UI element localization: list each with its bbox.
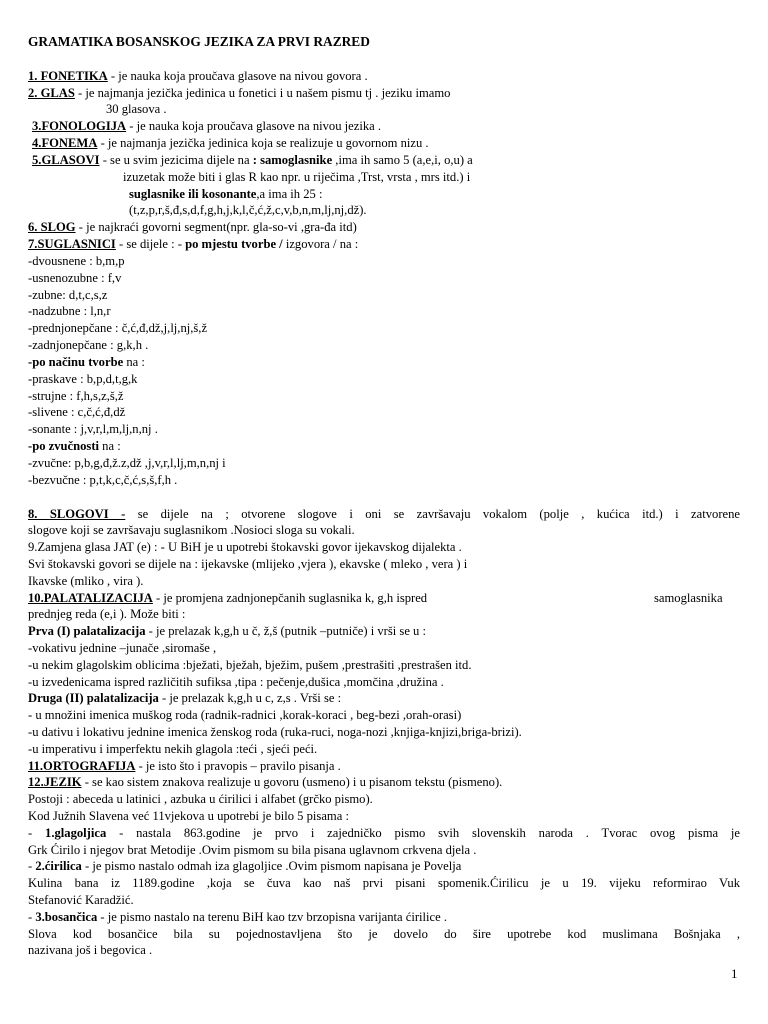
- glas-continuation: 30 glasova .: [106, 102, 167, 116]
- samoglasnici-term: : samoglasnike: [252, 153, 333, 167]
- cirilica-term: 2.ćirilica: [35, 859, 82, 873]
- prva-palatalizacija-term: Prva (I) palatalizacija: [28, 624, 146, 638]
- bosancica-prefix: -: [28, 910, 36, 924]
- prva-palatalizacija-line: [28, 623, 426, 639]
- list-item: - u množini imenica muškog roda (radnik-radnici ,korak-koraci , beg-bezi ,orah-orasi): [28, 708, 462, 722]
- list-item: -vokativu jednine –junače ,siromaše ,: [28, 641, 217, 655]
- fonetika-term: 1. FONETIKA: [28, 69, 108, 83]
- list-item: -zubne: d,t,c,s,z: [28, 288, 108, 302]
- glagoljica-definition: - nastala 863.godine je prvo i zajedničko pismo svih slovenskih naroda . Tvorac ovog pisma je: [106, 826, 740, 840]
- jezik-line-2: Postoji : abeceda u latinici , azbuka u ćirilici i alfabet (grčko pismo).: [28, 792, 373, 806]
- list-item: -bezvučne : p,t,k,c,č,ć,s,š,f,h .: [28, 473, 178, 487]
- list-item: -u dativu i lokativu jednine imenica ženskog roda (ruka-ruci, noga-nozi ,knjiga-knjizi,briga-brizi).: [28, 725, 522, 739]
- bosancica-line: [28, 909, 447, 925]
- glagoljica-term: 1.glagoljica: [45, 826, 107, 840]
- list-item: -slivene : c,č,ć,đ,dž: [28, 405, 126, 419]
- cirilica-line-3: Stefanović Karadžić.: [28, 893, 134, 907]
- document-title: GRAMATIKA BOSANSKOG JEZIKA ZA PRVI RAZRED: [28, 34, 370, 49]
- prva-palatalizacija-definition: - je prelazak k,g,h u č, ž,š (putnik –putniče) i vrši se u :: [145, 624, 426, 638]
- fonema-term: 4.FONEMA: [32, 136, 98, 150]
- glasovi-line: [32, 152, 473, 168]
- list-item: -strujne : f,h,s,z,š,ž: [28, 389, 124, 403]
- glasovi-term: 5.GLASOVI: [32, 153, 100, 167]
- list-item: -u izvedenicama ispred različitih sufiksa ,tipa : pečenje,dušica ,momčina ,družina .: [28, 675, 444, 689]
- palatalizacija-right: samoglasnika: [654, 591, 723, 605]
- slog-term: 6. SLOG: [28, 220, 76, 234]
- list-item: -u imperativu i imperfektu nekih glagola :teći , sjeći peći.: [28, 742, 318, 756]
- glasovi-text-c: ,a ima ih 25 :: [256, 187, 323, 201]
- palatalizacija-line-2: prednjeg reda (e,i ). Može biti :: [28, 607, 186, 621]
- cirilica-definition: - je pismo nastalo odmah iza glagoljice .Ovim pismom napisana je Povelja: [81, 859, 462, 873]
- list-item: -zvučne: p,b,g,đ,ž.z,dž ,j,v,r,l,lj,m,n,nj i: [28, 456, 226, 470]
- list-item: -nadzubne : l,n,r: [28, 304, 111, 318]
- fonetika-line: [28, 68, 368, 84]
- ortografija-term: 11.ORTOGRAFIJA: [28, 759, 136, 773]
- zvucnost-term: -po zvučnosti: [28, 439, 100, 453]
- suglasnici-term: suglasnike ili kosonante: [129, 187, 257, 201]
- bosancica-line-2: Slova kod bosančice bila su pojednostavljena što je dovelo do šire upotrebe kod muslimana Bošnjaka ,: [28, 927, 740, 941]
- glas-line: [28, 85, 450, 101]
- suglasnici-heading: 7.SUGLASNICI: [28, 237, 116, 251]
- fonema-line: [32, 135, 429, 151]
- glagoljica-line-2: Grk Ćirilo i njegov brat Metodije .Ovim pismom su bila pisana uglavnom crkvena djela .: [28, 843, 477, 857]
- slogovi-text: se dijele na ; otvorene slogove i oni se završavaju vokalom (polje , kućica itd.) i zatvorene: [125, 507, 740, 521]
- nacin-tvorbe-term: -po načinu tvorbe: [28, 355, 124, 369]
- list-item: -dvousnene : b,m,p: [28, 254, 125, 268]
- slog-definition: - je najkraći govorni segment(npr. gla-so-vi ,gra-đa itd): [75, 220, 357, 234]
- list-item: -sonante : j,v,r,l,m,lj,n,nj .: [28, 422, 158, 436]
- jat-line: Ikavske (mliko , vira ).: [28, 574, 144, 588]
- ortografija-line: [28, 758, 341, 774]
- bosancica-term: 3.bosančica: [35, 910, 98, 924]
- glas-definition: - je najmanja jezička jedinica u fonetici i u našem pismu tj . jeziku imamo: [74, 86, 451, 100]
- fonetika-definition: - je nauka koja proučava glasove na nivou govora .: [107, 69, 368, 83]
- glagoljica-prefix: -: [28, 826, 46, 840]
- nacin-tvorbe-tail: na :: [123, 355, 145, 369]
- suglasnici-line: [28, 236, 358, 252]
- list-item: -u nekim glagolskim oblicima :bježati, bježah, bježim, pušem ,prestrašiti ,prestrašen itd.: [28, 658, 472, 672]
- glasovi-text-a: - se u svim jezicima dijele na: [99, 153, 253, 167]
- jat-line: Svi štokavski govori se dijele na : ijekavske (mlijeko ,vjera ), ekavske ( mleko , vera ) i: [28, 557, 468, 571]
- list-item: -prednjonepčane : č,ć,đ,dž,j,lj,nj,š,ž: [28, 321, 208, 335]
- palatalizacija-line: [28, 590, 427, 606]
- list-item: -usnenozubne : f,v: [28, 271, 122, 285]
- palatalizacija-definition: - je promjena zadnjonepčanih suglasnika k, g,h ispred: [152, 591, 428, 605]
- glasovi-text-b: ,ima ih samo 5 (a,e,i, o,u) a: [332, 153, 473, 167]
- glasovi-line-4: (t,z,p,r,š,đ,s,d,f,g,h,j,k,l,č,ć,ž,c,v,b,n,m,lj,nj,dž).: [129, 203, 367, 217]
- palatalizacija-term: 10.PALATALIZACIJA: [28, 591, 153, 605]
- page-number: 1: [731, 966, 738, 981]
- fonema-definition: - je najmanja jezička jedinica koja se realizuje u govornom nizu .: [97, 136, 429, 150]
- bosancica-definition: - je pismo nastalo na terenu BiH kao tzv brzopisna varijanta ćirilice .: [97, 910, 447, 924]
- cirilica-line-2: Kulina bana iz 1189.godine ,koja se čuva kao naš prvi pisani spomenik.Ćirilicu je u 19. vijeku reformirao Vuk: [28, 876, 740, 890]
- fonologija-term: 3.FONOLOGIJA: [32, 119, 127, 133]
- fonologija-line: [32, 118, 381, 134]
- bosancica-line-3: nazivana još i begovica .: [28, 943, 153, 957]
- suglasnici-text-b: izgovora / na :: [282, 237, 359, 251]
- slogovi-line: [28, 506, 740, 522]
- slogovi-term: 8. SLOGOVI -: [28, 507, 126, 521]
- suglasnici-text-a: - se dijele : -: [115, 237, 186, 251]
- jat-line: 9.Zamjena glasa JAT (e) : - U BiH je u upotrebi štokavski govor ijekavskog dijalekta .: [28, 540, 462, 554]
- druga-palatalizacija-term: Druga (II) palatalizacija: [28, 691, 159, 705]
- cirilica-line: [28, 858, 461, 874]
- jezik-line: [28, 774, 502, 790]
- glagoljica-line: [28, 825, 740, 841]
- mjesto-tvorbe-term: po mjestu tvorbe /: [185, 237, 283, 251]
- cirilica-prefix: -: [28, 859, 36, 873]
- jezik-definition: - se kao sistem znakova realizuje u govoru (usmeno) i u pisanom tekstu (pismeno).: [81, 775, 503, 789]
- jezik-line-3: Kod Južnih Slavena već 11vjekova u upotrebi je bilo 5 pisama :: [28, 809, 349, 823]
- glas-term: 2. GLAS: [28, 86, 75, 100]
- glasovi-line-2: izuzetak može biti i glas R kao npr. u riječima ,Trst, vrsta , mrs itd.) i: [123, 170, 471, 184]
- slog-line: [28, 219, 357, 235]
- list-item: -praskave : b,p,d,t,g,k: [28, 372, 138, 386]
- zvucnost-line: [28, 438, 121, 454]
- druga-palatalizacija-line: [28, 690, 341, 706]
- ortografija-definition: - je isto što i pravopis – pravilo pisanja .: [135, 759, 341, 773]
- slogovi-line-2: slogove koji se završavaju suglasnikom .Nosioci sloga su vokali.: [28, 523, 355, 537]
- jezik-term: 12.JEZIK: [28, 775, 82, 789]
- list-item: -zadnjonepčane : g,k,h .: [28, 338, 149, 352]
- nacin-tvorbe-line: [28, 354, 145, 370]
- fonologija-definition: - je nauka koja proučava glasove na nivou jezika .: [126, 119, 382, 133]
- glasovi-line-3: [129, 186, 323, 202]
- druga-palatalizacija-definition: - je prelazak k,g,h u c, z,s . Vrši se :: [158, 691, 342, 705]
- zvucnost-tail: na :: [99, 439, 121, 453]
